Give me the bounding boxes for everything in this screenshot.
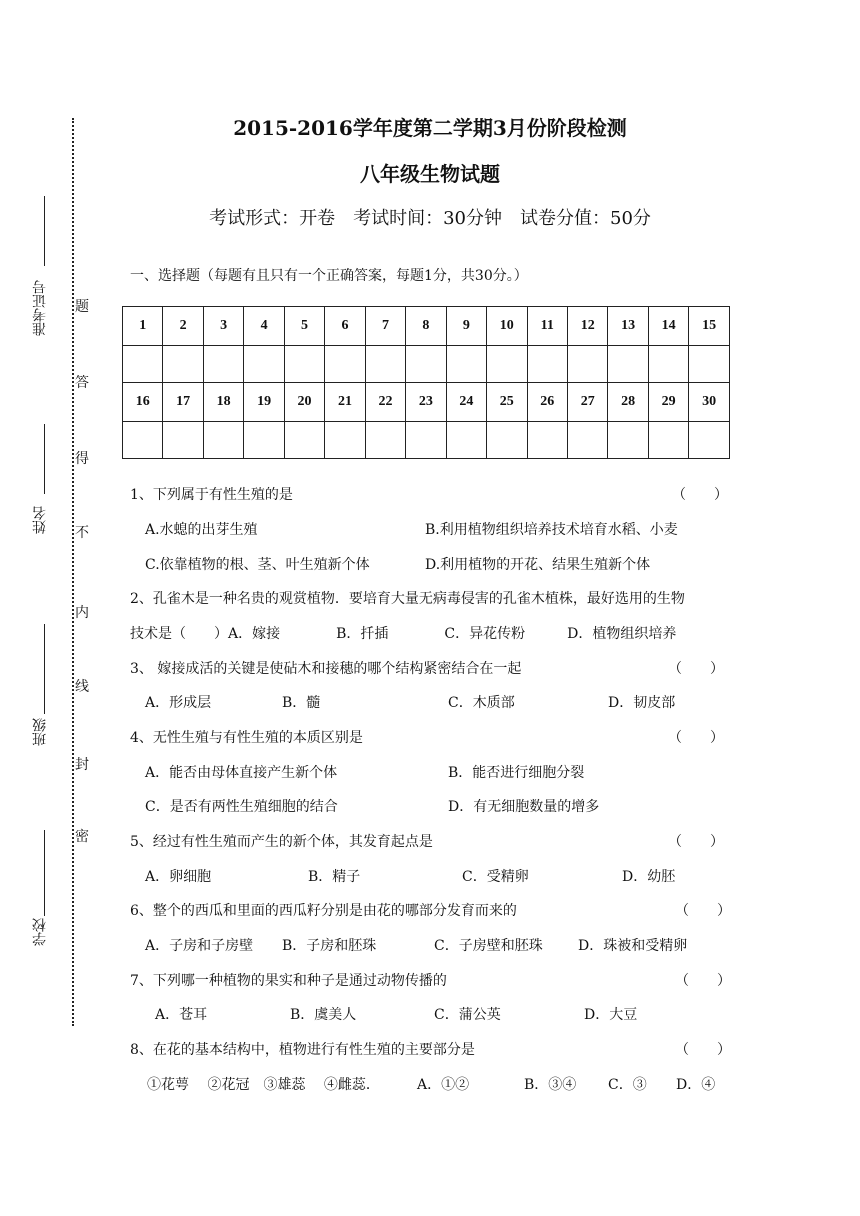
grid-number-cell: 6	[325, 307, 365, 346]
option: A．①②	[417, 1077, 470, 1093]
question-4: 4、无性生殖与有性生殖的本质区别是	[130, 730, 363, 746]
grid-answer-cell	[244, 422, 284, 459]
grid-answer-cell	[689, 346, 730, 383]
answer-paren: （ ）	[675, 1042, 731, 1058]
grid-number-cell: 18	[203, 383, 243, 422]
section-heading: 一、选择题（每题有且只有一个正确答案，每题1分，共30分。）	[130, 268, 528, 284]
grid-number-cell: 30	[689, 383, 730, 422]
grid-answer-cell	[163, 346, 203, 383]
answer-paren: （ ）	[668, 730, 724, 746]
grid-number-cell: 24	[446, 383, 486, 422]
grid-number-cell: 22	[365, 383, 405, 422]
answer-paren: （ ）	[672, 487, 728, 503]
school-label: 学校	[32, 918, 48, 946]
seal-char: 内	[75, 605, 89, 621]
grid-answer-cell	[446, 422, 486, 459]
seal-char: 题	[75, 299, 89, 315]
grid-number-cell: 8	[406, 307, 446, 346]
option: C．木质部	[448, 695, 515, 711]
grid-answer-cell	[325, 422, 365, 459]
exam-title: 2015-2016学年度第二学期3月份阶段检测	[233, 116, 627, 140]
grid-answer-cell	[689, 422, 730, 459]
grid-number-cell: 23	[406, 383, 446, 422]
class-label: 班级	[32, 718, 48, 746]
grid-number-cell: 3	[203, 307, 243, 346]
option: B．能否进行细胞分裂	[448, 765, 585, 781]
answer-grid	[122, 306, 730, 459]
option: B.利用植物组织培养技术培育水稻、小麦	[425, 522, 678, 538]
grid-answer-cell	[203, 346, 243, 383]
question-7: 7、下列哪一种植物的果实和种子是通过动物传播的	[130, 973, 447, 989]
grid-number-cell: 28	[608, 383, 648, 422]
grid-number-cell: 4	[244, 307, 284, 346]
school-blank	[44, 830, 45, 916]
grid-answer-cell	[648, 422, 688, 459]
option: B．精子	[308, 869, 361, 885]
grid-answer-cell	[365, 346, 405, 383]
grid-answer-cell	[284, 346, 324, 383]
grid-answer-cell	[203, 422, 243, 459]
option: B．子房和胚珠	[282, 938, 377, 954]
seal-char: 得	[75, 451, 89, 467]
grid-answer-cell	[648, 346, 688, 383]
question-5: 5、经过有性生殖而产生的新个体，其发育起点是	[130, 834, 433, 850]
grid-answer-cell	[527, 422, 567, 459]
seal-char: 封	[75, 757, 89, 773]
seal-char: 不	[75, 525, 89, 541]
grid-number-cell: 19	[244, 383, 284, 422]
option: D．④	[676, 1077, 716, 1093]
option: A．能否由母体直接产生新个体	[145, 765, 338, 781]
option: B．髓	[282, 695, 321, 711]
seal-char: 密	[75, 829, 89, 845]
grid-number-cell: 5	[284, 307, 324, 346]
grid-answer-cell	[406, 422, 446, 459]
question-3: 3、 嫁接成活的关键是使砧木和接穗的哪个结构紧密结合在一起	[130, 661, 522, 677]
option: A．形成层	[145, 695, 212, 711]
grid-answer-cell	[567, 346, 607, 383]
answer-paren: （ ）	[675, 973, 731, 989]
grid-answer-cell	[163, 422, 203, 459]
grid-number-cell: 10	[487, 307, 527, 346]
grid-answer-cell	[284, 422, 324, 459]
grid-answer-cell	[487, 422, 527, 459]
grid-number-cell: 2	[163, 307, 203, 346]
grid-answer-cell	[123, 422, 163, 459]
question-8: 8、在花的基本结构中，植物进行有性生殖的主要部分是	[130, 1042, 475, 1058]
grid-number-cell: 14	[648, 307, 688, 346]
grid-number-cell: 26	[527, 383, 567, 422]
grid-number-cell: 21	[325, 383, 365, 422]
grid-number-cell: 16	[123, 383, 163, 422]
grid-number-cell: 17	[163, 383, 203, 422]
option: A．卵细胞	[145, 869, 212, 885]
grid-answer-cell	[406, 346, 446, 383]
option: C．子房壁和胚珠	[434, 938, 543, 954]
option: B．③④	[524, 1077, 577, 1093]
option: A.水螅的出芽生殖	[145, 522, 258, 538]
grid-answer-cell	[608, 422, 648, 459]
option: B．虞美人	[290, 1007, 357, 1023]
question-2: 2、孔雀木是一种名贵的观赏植物．要培育大量无病毒侵害的孔雀木植株，最好选用的生物	[130, 591, 685, 607]
grid-number-cell: 1	[123, 307, 163, 346]
grid-answer-cell	[567, 422, 607, 459]
option: D．幼胚	[622, 869, 676, 885]
grid-number-cell: 13	[608, 307, 648, 346]
grid-number-cell: 11	[527, 307, 567, 346]
grid-number-cell: 9	[446, 307, 486, 346]
grid-number-cell: 12	[567, 307, 607, 346]
grid-number-cell: 29	[648, 383, 688, 422]
option: C.依靠植物的根、茎、叶生殖新个体	[145, 557, 370, 573]
grid-answer-cell	[325, 346, 365, 383]
answer-paren: （ ）	[668, 834, 724, 850]
option: D．有无细胞数量的增多	[448, 799, 600, 815]
option: D．韧皮部	[608, 695, 676, 711]
grid-number-cell: 15	[689, 307, 730, 346]
question-1: 1、下列属于有性生殖的是	[130, 487, 293, 503]
seal-dotted-line	[72, 118, 74, 1026]
exam-id-label: 准考证号	[32, 280, 48, 336]
seal-char: 答	[75, 375, 89, 391]
grid-number-cell: 7	[365, 307, 405, 346]
option: D．珠被和受精卵	[578, 938, 688, 954]
grid-answer-cell	[487, 346, 527, 383]
grid-number-cell: 25	[487, 383, 527, 422]
grid-answer-cell	[527, 346, 567, 383]
question-6: 6、整个的西瓜和里面的西瓜籽分别是由花的哪部分发育而来的	[130, 903, 517, 919]
answer-paren: （ ）	[668, 661, 724, 677]
option: A．子房和子房壁	[145, 938, 254, 954]
option: A．苍耳	[155, 1007, 208, 1023]
grid-number-cell: 27	[567, 383, 607, 422]
grid-answer-cell	[608, 346, 648, 383]
class-blank	[44, 624, 45, 714]
seal-char: 线	[75, 679, 89, 695]
exam-info: 考试形式：开卷 考试时间：30分钟 试卷分值：50分	[209, 208, 651, 229]
option: ①花萼 ②花冠 ③雄蕊 ④雌蕊．	[147, 1077, 380, 1093]
name-blank	[44, 424, 45, 494]
question-2-line2: 技术是（ ）A．嫁接 B．扦插 C．异花传粉 D．植物组织培养	[130, 626, 677, 642]
option: D.利用植物的开花、结果生殖新个体	[425, 557, 651, 573]
option: C．蒲公英	[434, 1007, 501, 1023]
option: D．大豆	[584, 1007, 638, 1023]
grid-answer-cell	[123, 346, 163, 383]
option: C．受精卵	[462, 869, 529, 885]
option: C．是否有两性生殖细胞的结合	[145, 799, 338, 815]
grid-answer-cell	[244, 346, 284, 383]
name-label: 姓名	[32, 506, 48, 534]
grid-answer-cell	[365, 422, 405, 459]
option: C．③	[608, 1077, 647, 1093]
exam-subtitle: 八年级生物试题	[360, 162, 500, 186]
grid-answer-cell	[446, 346, 486, 383]
answer-paren: （ ）	[675, 903, 731, 919]
grid-number-cell: 20	[284, 383, 324, 422]
